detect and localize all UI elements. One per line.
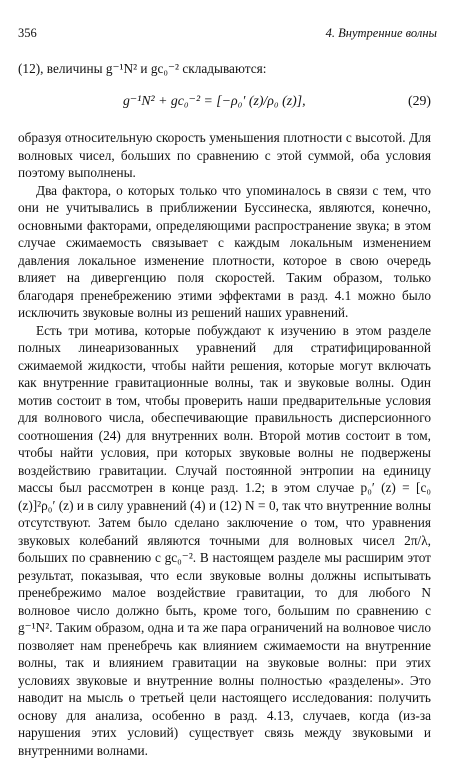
running-title: 4. Внутренние волны bbox=[326, 26, 437, 41]
page-header bbox=[18, 26, 437, 42]
paragraph: Есть три мотива, которые побуждают к изучению в этом разделе полных линеаризованных уравнений для стратифицированной сжимаемой жидкости, чтобы найти решения, которые могут включать как внутренние гравитационные волны, так и звуковые волны. Один мотив состоит в том, чтобы проверить наши предварительные условия для волнового числа, обеспечивающие правильность дисперсионного соотношения (24) для внутренних волн. Второй мотив состоит в том, чтобы найти условия, при которых звуковые волны не подвержены воздействию гравитации. Случай постоянной энтропии на единицу массы был рассмотрен в конце разд. 1.2; в этом случае p₀′ (z) = [c₀ (z)]²ρ₀′ (z) и в силу уравнений (4) и (12) N = 0, так что внутренние волны отсутствуют. Затем было сделано заключение о том, что уравнения звуковых колебаний являются точными для волновых чисел 2π/λ, больших по сравнению с gc₀⁻². В настоящем разделе мы расширим этот результат, показывая, что если звуковые волны должны испытывать пренебрежимо малое воздействие гравитации, то для любого N волновое число должно быть, кроме того, большим по сравнению с g⁻¹N². Таким образом, одна и та же пара ограничений на волновое число позволяет нам пренебречь как влиянием сжимаемости на внутренние волны, так и влиянием гравитации на звуковые волны: при этих условиях звуковые и внутренние волны полностью «разделены». Это наводит на мысль о третьей цели настоящего исследования: получить основу для анализа, особенно в разд. 4.13, случаев, когда (из-за нарушения этих условий) существует связь между звуковыми и внутренними волнами. bbox=[18, 322, 431, 759]
equation-formula: g⁻¹N² + gc₀⁻² = [−ρ₀′ (z)/ρ₀ (z)], bbox=[123, 93, 306, 109]
page-number: 356 bbox=[18, 26, 37, 41]
paragraph: образуя относительную скорость уменьшения плотности с высотой. Для волновых чисел, больших по сравнению с этой суммой, оба условия поэтому выполнены. bbox=[18, 129, 431, 182]
paragraph: Два фактора, о которых только что упоминалось в связи с тем, что они не учитывались в приближении Буссинеска, являются, конечно, основными факторами, определяющими распространение звука; в этом случае сжимаемость связывает с каждым локальным изменением давления локальное изменение плотности, которое в свою очередь влияет на дивергенцию поля скоростей. Таким образом, только благодаря пренебрежению этими эффектами в разд. 4.1 можно было исключить звуковые волны из решений наших уравнений. bbox=[18, 182, 431, 322]
intro-line bbox=[18, 60, 431, 78]
equation-number: (29) bbox=[408, 93, 431, 109]
intro-text: (12), величины g⁻¹N² и gc₀⁻² складываются: bbox=[18, 61, 266, 76]
body-text bbox=[18, 129, 431, 759]
equation-29 bbox=[18, 93, 431, 111]
